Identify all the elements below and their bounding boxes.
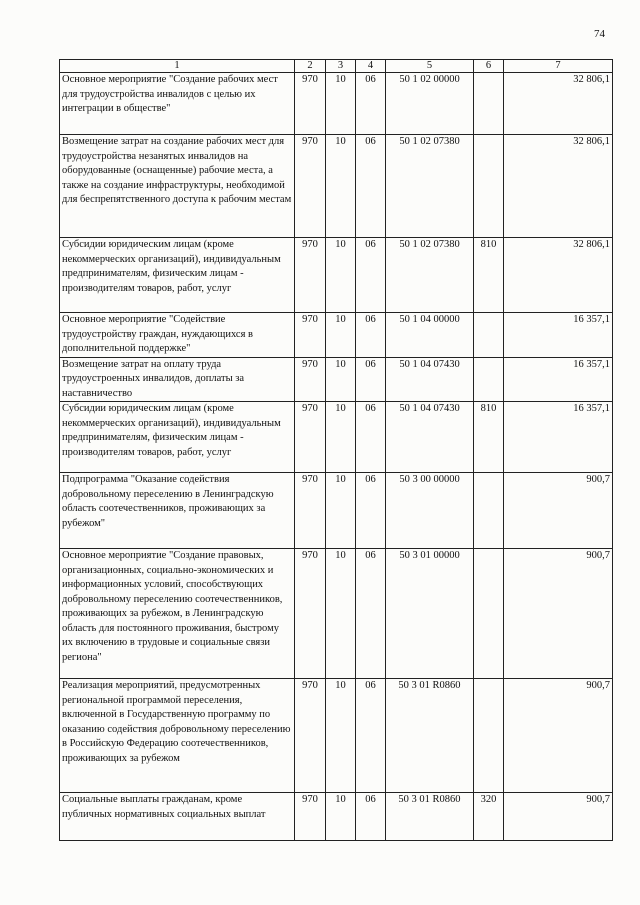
row-subsection: 06	[356, 313, 386, 358]
row-admin-code: 970	[295, 549, 326, 679]
row-target-code: 50 1 04 07430	[386, 357, 474, 402]
row-section: 10	[326, 549, 356, 679]
row-subsection: 06	[356, 473, 386, 549]
row-amount: 900,7	[504, 793, 613, 841]
row-subsection: 06	[356, 679, 386, 793]
row-amount: 16 357,1	[504, 357, 613, 402]
row-section: 10	[326, 238, 356, 313]
row-target-code: 50 3 01 00000	[386, 549, 474, 679]
row-expense-type	[474, 473, 504, 549]
row-amount: 16 357,1	[504, 402, 613, 473]
row-name: Реализация мероприятий, предусмотренных региональной программой переселения, включенной в Государственную программу по оказанию содействия добровольному переселению в Российскую Федерацию соотечественников, проживающих за рубежом	[60, 679, 295, 793]
row-subsection: 06	[356, 238, 386, 313]
table-row	[60, 73, 613, 135]
header-row	[60, 60, 613, 73]
row-amount: 32 806,1	[504, 238, 613, 313]
row-target-code: 50 1 04 07430	[386, 402, 474, 473]
row-expense-type: 320	[474, 793, 504, 841]
row-admin-code: 970	[295, 135, 326, 238]
row-name: Возмещение затрат на создание рабочих мест для трудоустройства незанятых инвалидов на оборудованные (оснащенные) рабочие места, а также на создание инфраструктуры, необходимой для беспрепятственного доступа к рабочим местам	[60, 135, 295, 238]
row-name: Возмещение затрат на оплату труда трудоустроенных инвалидов, доплаты за наставничество	[60, 357, 295, 402]
row-admin-code: 970	[295, 679, 326, 793]
row-target-code: 50 3 01 R0860	[386, 679, 474, 793]
row-subsection: 06	[356, 135, 386, 238]
table-row	[60, 313, 613, 358]
row-expense-type	[474, 313, 504, 358]
row-name: Подпрограмма "Оказание содействия добровольному переселению в Ленинградскую область соотечественников, проживающих за рубежом"	[60, 473, 295, 549]
header-col-1: 1	[60, 60, 295, 73]
header-col-2: 2	[295, 60, 326, 73]
row-amount: 32 806,1	[504, 73, 613, 135]
row-target-code: 50 1 02 07380	[386, 238, 474, 313]
row-subsection: 06	[356, 73, 386, 135]
row-admin-code: 970	[295, 238, 326, 313]
row-admin-code: 970	[295, 73, 326, 135]
row-admin-code: 970	[295, 357, 326, 402]
table-row	[60, 357, 613, 402]
header-col-6: 6	[474, 60, 504, 73]
row-target-code: 50 3 01 R0860	[386, 793, 474, 841]
row-name: Основное мероприятие "Содействие трудоустройству граждан, нуждающихся в дополнительной поддержке"	[60, 313, 295, 358]
header-col-3: 3	[326, 60, 356, 73]
row-amount: 900,7	[504, 679, 613, 793]
row-subsection: 06	[356, 402, 386, 473]
row-expense-type	[474, 679, 504, 793]
row-section: 10	[326, 73, 356, 135]
row-admin-code: 970	[295, 313, 326, 358]
row-name: Субсидии юридическим лицам (кроме некоммерческих организаций), индивидуальным предпринимателям, физическим лицам - производителям товаров, работ, услуг	[60, 402, 295, 473]
table-row	[60, 238, 613, 313]
row-subsection: 06	[356, 793, 386, 841]
row-expense-type	[474, 549, 504, 679]
row-admin-code: 970	[295, 473, 326, 549]
row-subsection: 06	[356, 357, 386, 402]
row-expense-type: 810	[474, 238, 504, 313]
row-target-code: 50 3 00 00000	[386, 473, 474, 549]
row-admin-code: 970	[295, 402, 326, 473]
row-section: 10	[326, 473, 356, 549]
row-section: 10	[326, 357, 356, 402]
table-row	[60, 793, 613, 841]
table-row	[60, 402, 613, 473]
row-name: Субсидии юридическим лицам (кроме некоммерческих организаций), индивидуальным предпринимателям, физическим лицам - производителям товаров, работ, услуг	[60, 238, 295, 313]
row-amount: 900,7	[504, 473, 613, 549]
row-section: 10	[326, 793, 356, 841]
header-col-7: 7	[504, 60, 613, 73]
row-section: 10	[326, 135, 356, 238]
page-number: 74	[594, 28, 605, 40]
row-target-code: 50 1 04 00000	[386, 313, 474, 358]
row-target-code: 50 1 02 07380	[386, 135, 474, 238]
header-col-5: 5	[386, 60, 474, 73]
header-col-4: 4	[356, 60, 386, 73]
row-section: 10	[326, 679, 356, 793]
row-target-code: 50 1 02 00000	[386, 73, 474, 135]
table-row	[60, 135, 613, 238]
row-expense-type	[474, 73, 504, 135]
row-amount: 16 357,1	[504, 313, 613, 358]
row-admin-code: 970	[295, 793, 326, 841]
row-expense-type	[474, 135, 504, 238]
table-row	[60, 679, 613, 793]
row-subsection: 06	[356, 549, 386, 679]
row-section: 10	[326, 402, 356, 473]
row-expense-type: 810	[474, 402, 504, 473]
table-row	[60, 549, 613, 679]
table-row	[60, 473, 613, 549]
row-expense-type	[474, 357, 504, 402]
row-amount: 900,7	[504, 549, 613, 679]
budget-table	[59, 59, 613, 841]
row-name: Основное мероприятие "Создание рабочих мест для трудоустройства инвалидов с целью их интеграции в обществе"	[60, 73, 295, 135]
row-name: Основное мероприятие "Создание правовых, организационных, социально-экономических и информационных условий, способствующих добровольному переселению соотечественников, проживающих за рубежом, в Ленинградскую область для постоянного проживания, быстрому их включению в трудовые и социальные связи региона"	[60, 549, 295, 679]
row-name: Социальные выплаты гражданам, кроме публичных нормативных социальных выплат	[60, 793, 295, 841]
row-section: 10	[326, 313, 356, 358]
row-amount: 32 806,1	[504, 135, 613, 238]
